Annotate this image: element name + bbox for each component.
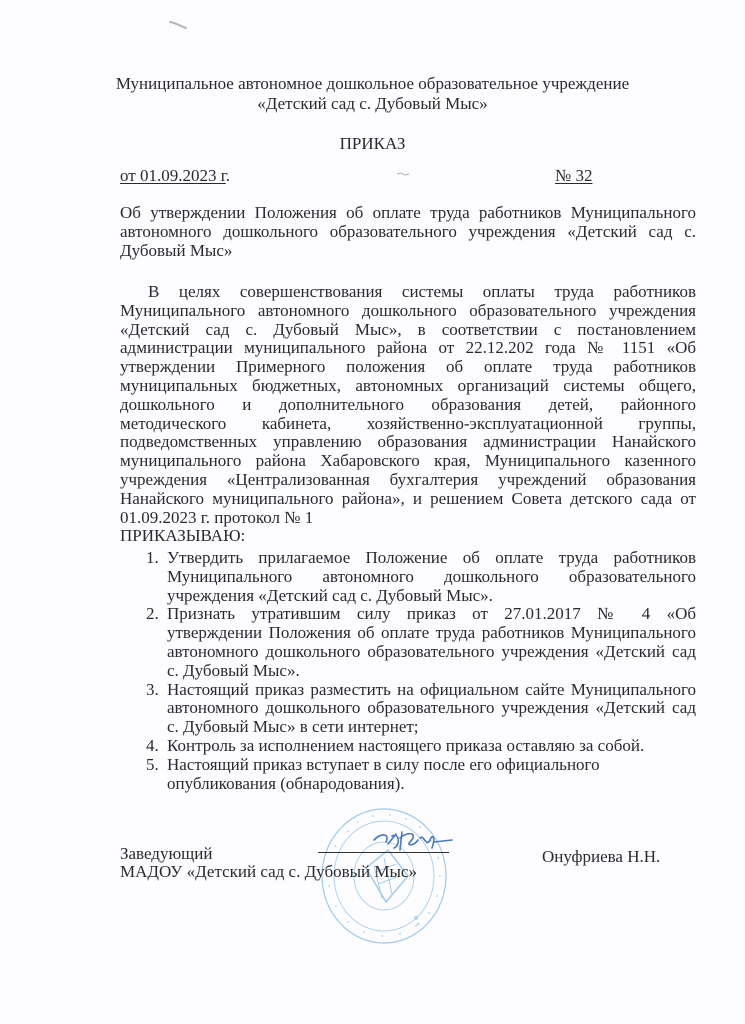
org-name-line1: Муниципальное автономное дошкольное образовательное учреждение [115,74,630,93]
order-item [146,681,696,737]
order-subject [120,204,696,260]
signatory-organization: МАДОУ «Детский сад с. Дубовый Мыс» [120,862,417,881]
signatory-position: Заведующий [120,844,213,863]
order-item [146,756,696,794]
preamble-line: Муниципального автономного дошкольного образовательного учреждения [120,300,696,320]
preamble-line: администрации муниципального района от 22.12.202 года № 1151 «Об [120,338,696,358]
item-line: с. Дубовый Мыс». [167,660,300,680]
item-number: 2. [146,604,159,624]
item-line: учреждения «Детский сад с. Дубовый Мыс». [167,585,493,605]
subject-line: Об утверждении Положения об оплате труда работников Муниципального [120,203,696,222]
item-line: Контроль за исполнением настоящего приказа оставляю за собой. [167,735,645,755]
order-date-text: от 01.09.2023 г [120,166,226,185]
preamble-line: 01.09.2023 г. протокол № 1 [120,507,314,527]
item-line: с. Дубовый Мыс» в сети интернет; [167,717,419,737]
order-date-suffix: . [225,166,231,185]
preamble-line: методического кабинета, хозяйственно-эксплуатационной группы, [120,413,696,433]
item-number: 1. [146,548,159,567]
preamble-line: подведомственных управлению образования администрации Нанайского [120,432,696,452]
item-line: утверждении Положения об оплате труда работников Муниципального [167,623,696,643]
signatory-name: Онуфриева Н.Н. [542,847,661,866]
preamble-line: муниципального района Хабаровского края, Муниципального казенного [120,451,696,471]
scan-speck-icon [395,170,411,178]
order-date [120,166,230,186]
org-name-line2: «Детский сад с. Дубовый Мыс» [257,94,488,113]
item-line: Муниципального автономного дошкольного образовательного [167,566,696,586]
order-item [146,737,696,756]
document-type-title: ПРИКАЗ [339,134,406,153]
item-line: автономного дошкольного образовательного учреждения «Детский сад [167,641,696,661]
item-line: Утвердить прилагаемое Положение об оплате труда работников [167,548,696,567]
preamble-line: утверждении Примерного положения об оплате труда работников [120,357,696,377]
subject-line: Дубовый Мыс» [120,240,233,260]
preamble-line: дошкольного и дополнительного образования детей, районного [120,394,696,414]
subject-line: автономного дошкольного образовательного учреждения «Детский сад с. [120,221,696,241]
item-line: опубликования (обнародования). [167,773,405,793]
preamble-line: учреждения «Централизованная бухгалтерия учреждений образования [120,469,696,489]
scan-smudge-icon [168,18,188,32]
preamble-line: Нанайского муниципального района», и решением Совета детского сада от [120,488,696,508]
preamble-line: В целях совершенствования системы оплаты труда работников [148,282,696,301]
preamble-paragraph [120,283,696,546]
order-item [146,549,696,605]
handwritten-signature-icon [370,826,455,856]
item-line: Признать утратившим силу приказ от 27.01.2017 № 4 «Об [167,604,696,624]
item-number: 3. [146,679,159,699]
order-number: № 32 [555,166,593,185]
item-line: Настоящий приказ разместить на официальном сайте Муниципального [167,679,696,699]
preamble-line: «Детский сад с. Дубовый Мыс», в соответствии с постановлением [120,319,696,339]
order-item [146,605,696,680]
order-items-list [146,549,696,793]
item-line: Настоящий приказ вступает в силу после его официального [167,754,600,774]
preamble-line: муниципальных бюджетных, автономных организаций системы общего, [120,375,696,395]
item-number: 5. [146,754,159,774]
item-line: автономного дошкольного образовательного учреждения «Детский сад [167,698,696,718]
order-word: ПРИКАЗЫВАЮ: [120,526,246,546]
item-number: 4. [146,735,159,755]
